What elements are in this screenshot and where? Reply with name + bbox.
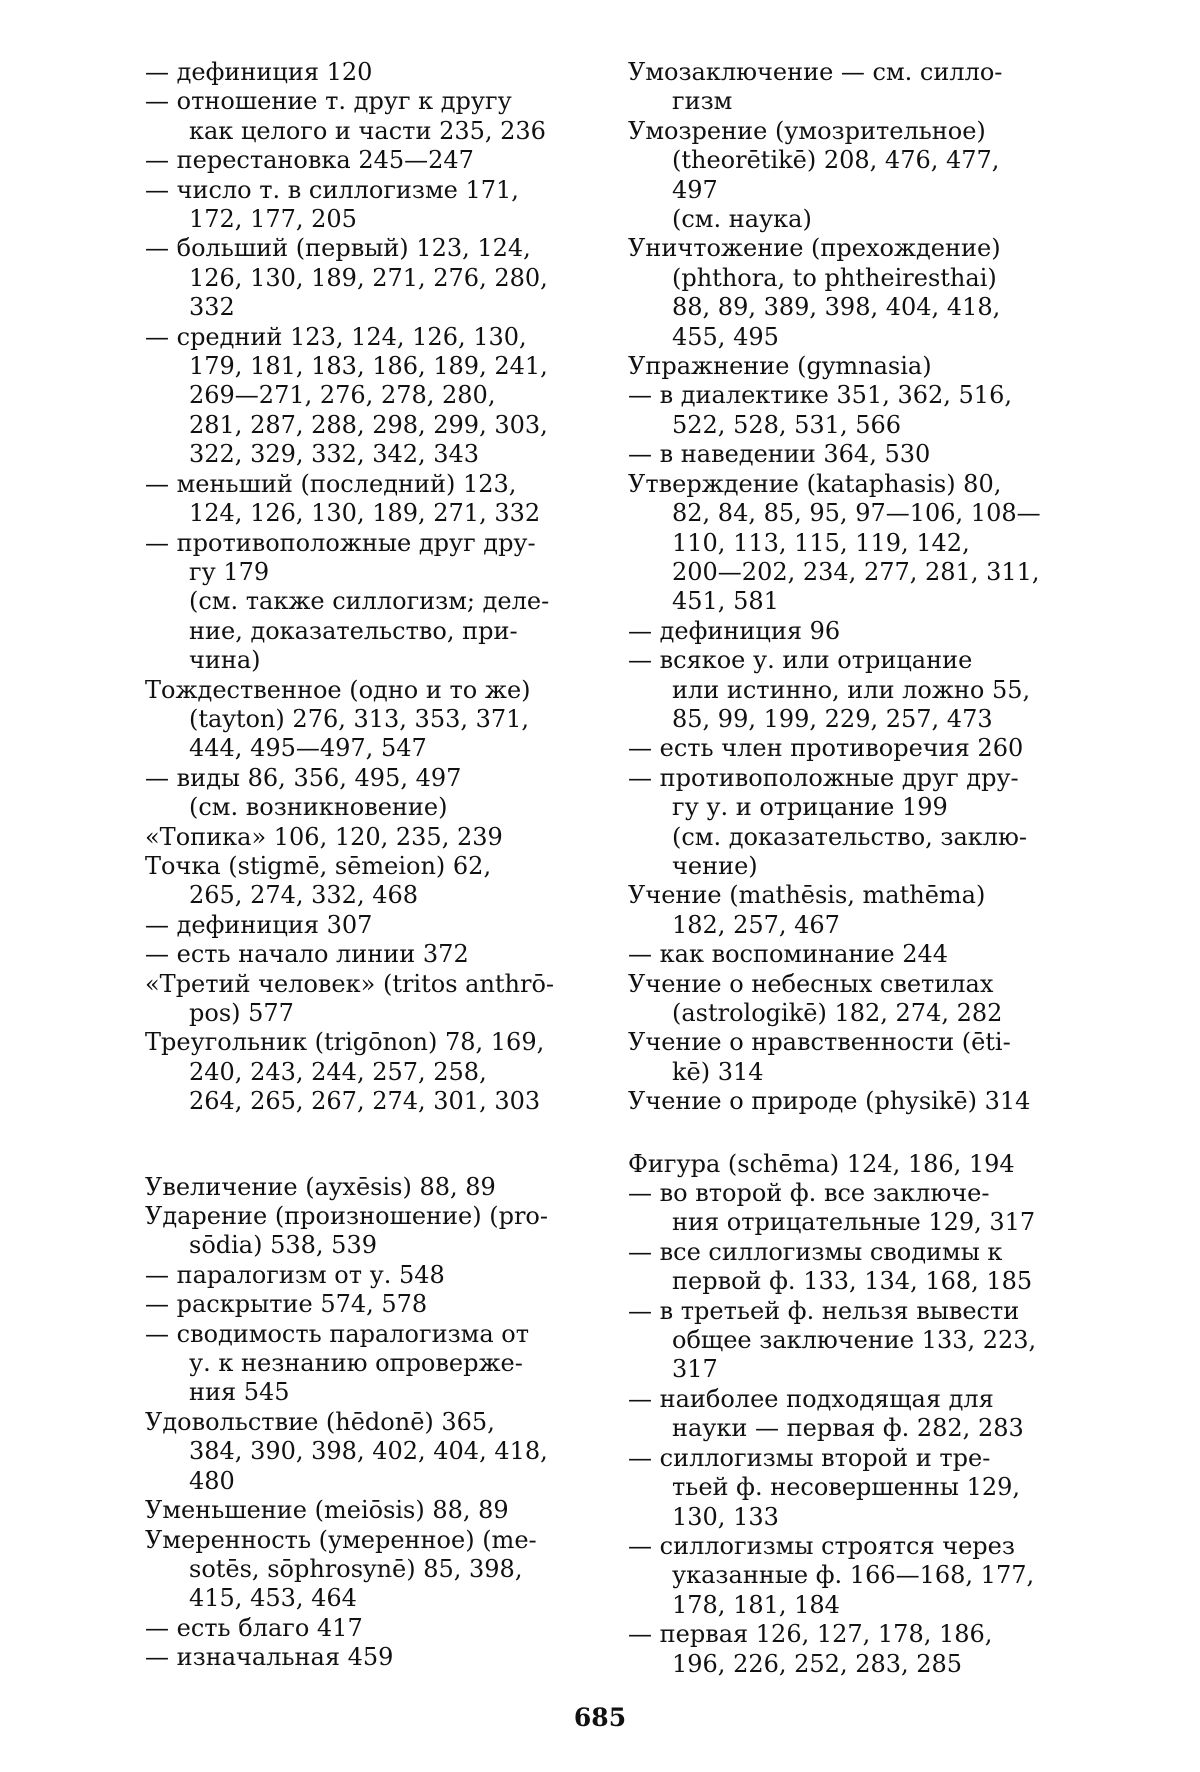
- index-line: — во второй ф. все заключе-: [628, 1179, 990, 1208]
- index-line: 444, 495—497, 547: [189, 734, 427, 763]
- index-line: — изначальная 459: [145, 1643, 394, 1672]
- index-line: — есть член противоречия 260: [628, 734, 1024, 763]
- index-line: 451, 581: [672, 587, 779, 616]
- index-line: — дефиниция 96: [628, 616, 841, 645]
- index-line: Уменьшение (meiōsis) 88, 89: [145, 1496, 509, 1525]
- index-line: Учение о небесных светилах: [628, 969, 994, 998]
- index-line: — раскрытие 574, 578: [145, 1290, 428, 1319]
- index-line: pos) 577: [189, 999, 294, 1027]
- index-line: или истинно, или ложно 55,: [672, 675, 1031, 704]
- index-line: — дефиниция 120: [145, 58, 373, 86]
- index-line: — как воспоминание 244: [628, 940, 949, 969]
- index-line: — противоположные друг дру-: [145, 528, 536, 557]
- index-line: 415, 453, 464: [189, 1584, 357, 1613]
- index-line: 522, 528, 531, 566: [672, 410, 902, 439]
- index-line: — средний 123, 124, 126, 130,: [145, 322, 527, 351]
- index-line: 269—271, 276, 278, 280,: [189, 381, 496, 410]
- index-line: 85, 99, 199, 229, 257, 473: [672, 704, 993, 733]
- index-line: 172, 177, 205: [189, 205, 357, 234]
- index-line: — паралогизм от у. 548: [145, 1260, 445, 1289]
- index-line: 281, 287, 288, 298, 299, 303,: [189, 410, 548, 439]
- index-line: Учение о нравственности (ēti-: [628, 1028, 1011, 1057]
- index-line: ния отрицательные 129, 317: [672, 1208, 1036, 1237]
- index-line: — число т. в силлогизме 171,: [145, 175, 519, 204]
- index-line: Учение (mathēsis, mathēma): [628, 881, 986, 910]
- index-line: — больший (первый) 123, 124,: [145, 234, 531, 263]
- index-line: 124, 126, 130, 189, 271, 332: [189, 499, 541, 528]
- index-line: 130, 133: [672, 1502, 779, 1531]
- index-line: — есть благо 417: [145, 1613, 363, 1642]
- index-line: Утверждение (kataphasis) 80,: [628, 469, 1002, 498]
- index-line: (см. наука): [672, 205, 812, 234]
- index-line: — в третьей ф. нельзя вывести: [628, 1296, 1020, 1325]
- index-line: 110, 113, 115, 119, 142,: [672, 528, 970, 557]
- index-line: гу у. и отрицание 199: [672, 793, 948, 822]
- index-line: ния 545: [189, 1378, 290, 1407]
- index-line: — меньший (последний) 123,: [145, 469, 517, 498]
- index-line: — силлогизмы строятся через: [628, 1531, 1015, 1560]
- index-line: 179, 181, 183, 186, 189, 241,: [189, 352, 548, 381]
- index-line: (theorētikē) 208, 476, 477,: [672, 146, 1000, 175]
- index-line: общее заключение 133, 223,: [672, 1326, 1037, 1355]
- index-line: Учение о природе (physikē) 314: [628, 1087, 1031, 1116]
- index-line: 322, 329, 332, 342, 343: [189, 440, 480, 469]
- index-line: 88, 89, 389, 398, 404, 418,: [672, 293, 1001, 322]
- index-line: Тождественное (одно и то же): [145, 675, 531, 704]
- index-line: 497: [672, 175, 718, 204]
- index-line: Треугольник (trigōnon) 78, 169,: [145, 1028, 545, 1057]
- index-line: тьей ф. несовершенны 129,: [672, 1473, 1021, 1502]
- index-line: как целого и части 235, 236: [189, 116, 546, 145]
- index-line: Уничтожение (прехождение): [628, 234, 1001, 263]
- index-line: чение): [672, 851, 758, 880]
- index-line: Упражнение (gymnasia): [628, 352, 932, 381]
- index-line: гу 179: [189, 557, 270, 586]
- index-line: — силлогизмы второй и тре-: [628, 1443, 991, 1472]
- index-line: (см. доказательство, заклю-: [672, 822, 1028, 851]
- index-line: — отношение т. друг к другу: [145, 87, 512, 116]
- index-column-left: [145, 58, 583, 1673]
- index-line: — в диалектике 351, 362, 516,: [628, 381, 1012, 410]
- index-line: «Топика» 106, 120, 235, 239: [145, 822, 503, 851]
- index-line: Умеренность (умеренное) (me-: [145, 1525, 537, 1554]
- index-line: sōdia) 538, 539: [189, 1231, 377, 1260]
- index-line: 240, 243, 244, 257, 258,: [189, 1057, 487, 1086]
- index-line: чина): [189, 646, 261, 675]
- index-line: ние, доказательство, при-: [189, 616, 518, 645]
- index-line: «Третий человек» (tritos anthrō-: [145, 969, 555, 998]
- index-line: Умозрение (умозрительное): [628, 116, 986, 145]
- index-line: Фигура (schēma) 124, 186, 194: [628, 1149, 1015, 1178]
- index-line: 182, 257, 467: [672, 910, 840, 939]
- index-line: 178, 181, 184: [672, 1590, 840, 1619]
- index-line: — перестановка 245—247: [145, 146, 474, 175]
- index-line: (см. также силлогизм; деле-: [189, 587, 550, 616]
- index-line: 332: [189, 293, 235, 322]
- index-line: — наиболее подходящая для: [628, 1384, 994, 1413]
- index-line: — дефиниция 307: [145, 910, 373, 939]
- index-line: Увеличение (ayxēsis) 88, 89: [145, 1172, 496, 1201]
- index-line: 317: [672, 1355, 718, 1384]
- index-line: Ударение (произношение) (pro-: [145, 1202, 548, 1231]
- index-line: Удовольствие (hēdonē) 365,: [145, 1407, 495, 1436]
- index-line: kē) 314: [672, 1057, 764, 1086]
- index-line: Точка (stigmē, sēmeion) 62,: [145, 851, 492, 880]
- index-line: — виды 86, 356, 495, 497: [145, 763, 462, 792]
- index-line: 126, 130, 189, 271, 276, 280,: [189, 263, 548, 292]
- index-line: гизм: [672, 87, 733, 116]
- index-line: 265, 274, 332, 468: [189, 881, 419, 910]
- page-number: 685: [573, 1703, 627, 1732]
- index-column-right: [628, 58, 1068, 1679]
- index-line: 480: [189, 1466, 235, 1495]
- index-line: 82, 84, 85, 95, 97—106, 108—: [672, 499, 1041, 528]
- index-line: — есть начало линии 372: [145, 940, 469, 969]
- index-line: 384, 390, 398, 402, 404, 418,: [189, 1437, 548, 1466]
- index-line: (astrologikē) 182, 274, 282: [672, 999, 1003, 1027]
- index-line: (tayton) 276, 313, 353, 371,: [189, 704, 530, 733]
- index-line: — первая 126, 127, 178, 186,: [628, 1620, 993, 1649]
- index-line: 455, 495: [672, 322, 779, 351]
- index-line: Умозаключение — см. силло-: [628, 58, 1003, 86]
- index-line: — всякое у. или отрицание: [628, 646, 973, 675]
- index-line: (см. возникновение): [189, 793, 448, 822]
- index-line: (phthora, to phtheiresthai): [672, 263, 997, 292]
- index-line: — все силлогизмы сводимы к: [628, 1237, 1003, 1266]
- index-line: — противоположные друг дру-: [628, 763, 1019, 792]
- index-line: науки — первая ф. 282, 283: [672, 1414, 1024, 1443]
- index-line: 264, 265, 267, 274, 301, 303: [189, 1087, 541, 1116]
- index-line: sotēs, sōphrosynē) 85, 398,: [189, 1554, 523, 1583]
- index-line: 196, 226, 252, 283, 285: [672, 1649, 963, 1678]
- index-line: первой ф. 133, 134, 168, 185: [672, 1267, 1033, 1296]
- index-line: указанные ф. 166—168, 177,: [672, 1561, 1035, 1590]
- index-line: — сводимость паралогизма от: [145, 1319, 529, 1348]
- index-line: 200—202, 234, 277, 281, 311,: [672, 557, 1040, 586]
- index-line: у. к незнанию опроверже-: [189, 1349, 523, 1378]
- index-line: — в наведении 364, 530: [628, 440, 931, 469]
